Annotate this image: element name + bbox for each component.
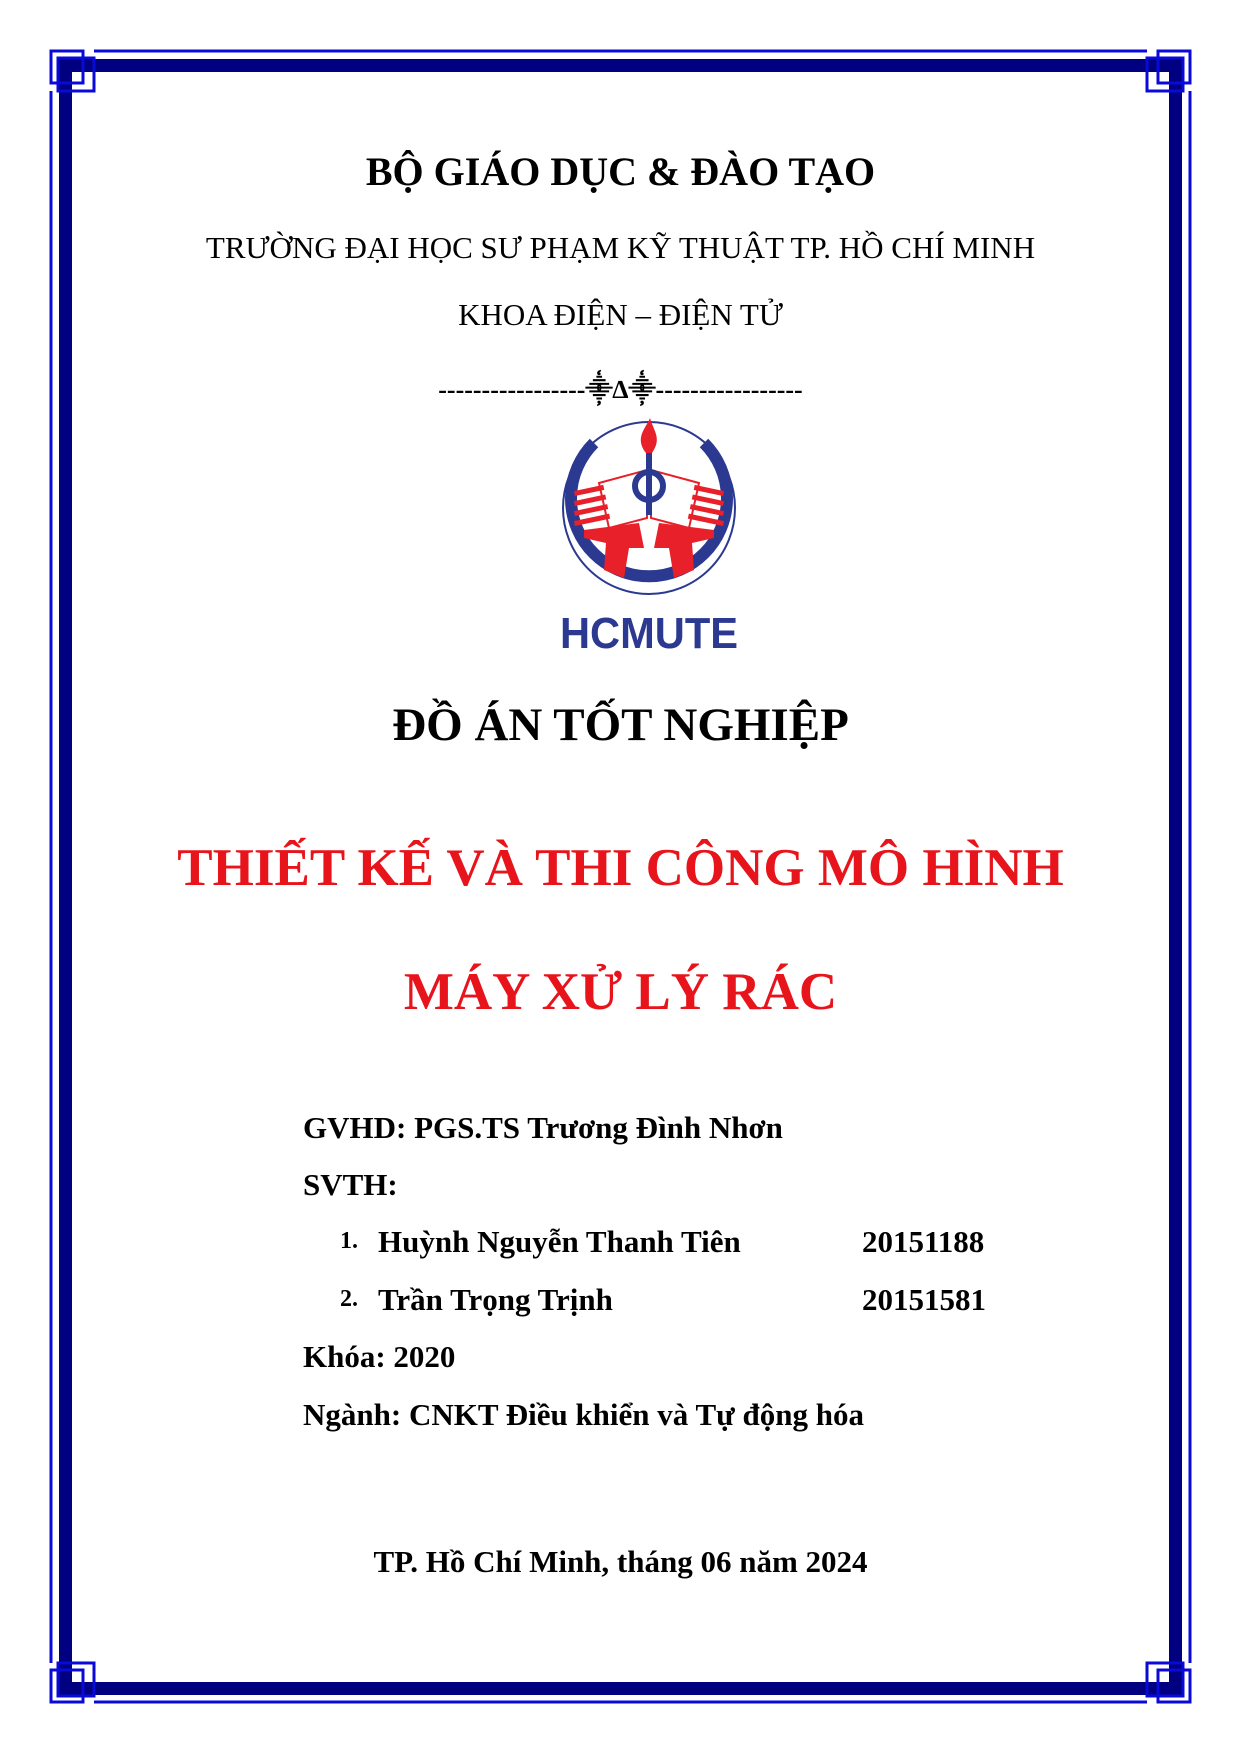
student-id: 20151188 [862, 1224, 985, 1259]
student-id: 20151581 [862, 1282, 986, 1317]
document-type: ĐỒ ÁN TỐT NGHIỆP [392, 699, 849, 751]
student-index: 2. [340, 1286, 358, 1312]
faculty-name: KHOA ĐIỆN – ĐIỆN TỬ [458, 297, 783, 332]
hcmute-logo [554, 418, 744, 658]
logo-text: HCMUTE [560, 609, 738, 658]
thesis-title-line1: THIẾT KẾ VÀ THI CÔNG MÔ HÌNH [177, 839, 1064, 897]
university-name: TRƯỜNG ĐẠI HỌC SƯ PHẠM KỸ THUẬT TP. HỒ CHÍ MINH [205, 230, 1036, 265]
student-name: Huỳnh Nguyễn Thanh Tiên [378, 1224, 741, 1259]
thesis-title-line2: MÁY XỬ LÝ RÁC [403, 963, 838, 1021]
major: Ngành: CNKT Điều khiển và Tự động hóa [303, 1397, 864, 1432]
student-name: Trần Trọng Trịnh [378, 1282, 613, 1317]
students-label: SVTH: [303, 1167, 398, 1202]
advisor: GVHD: PGS.TS Trương Đình Nhơn [303, 1110, 783, 1145]
separator: -----------------⸎∆⸎----------------- [438, 375, 803, 404]
student-index: 1. [340, 1228, 358, 1254]
course-year: Khóa: 2020 [303, 1339, 456, 1374]
place-date: TP. Hồ Chí Minh, tháng 06 năm 2024 [373, 1544, 868, 1579]
ministry-heading: BỘ GIÁO DỤC & ĐÀO TẠO [365, 149, 876, 194]
